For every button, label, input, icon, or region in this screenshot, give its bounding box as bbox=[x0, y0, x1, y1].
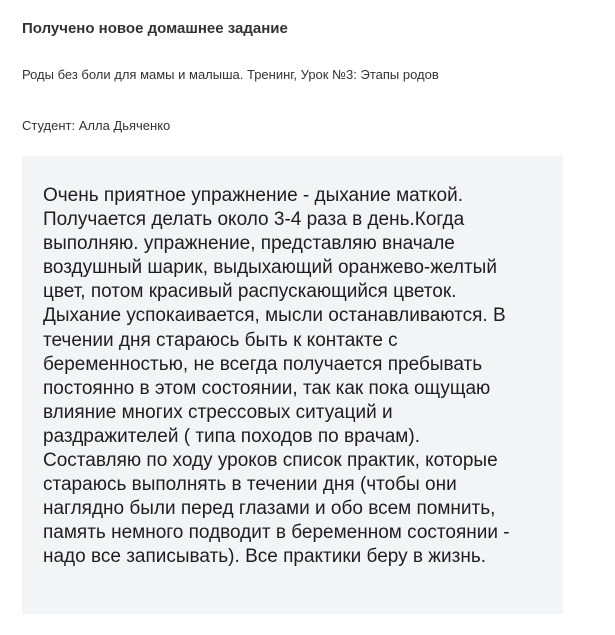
homework-text: Очень приятное упражнение - дыхание маткой. Получается делать около 3-4 раза в день.Когда выполняю. упражнение, представляю вначале воздушный шарик, выдыхающий оранжево-желтый цвет, потом красивый распускающийся цветок. Дыхание успокаивается, мысли останавливаются. В течении дня стараюсь быть к контакте с беременностью, не всегда получается пребывать постоянно в этом состоянии, так как пока ощущаю влияние многих стрессовых ситуаций и раздражителей ( типа походов по врачам). Составляю по ходу уроков список практик, которые стараюсь выполнять в течении дня (чтобы они наглядно были перед глазами и обо всем помнить, память немного подводит в беременном состоянии - надо все записывать). Все практики беру в жизнь. bbox=[43, 185, 510, 568]
homework-message-box bbox=[22, 156, 563, 614]
course-lesson-info: Роды без боли для мамы и малыша. Тренинг, Урок №3: Этапы родов bbox=[22, 67, 439, 82]
student-name: Студент: Алла Дьяченко bbox=[22, 118, 171, 133]
notification-title: Получено новое домашнее задание bbox=[22, 20, 288, 37]
